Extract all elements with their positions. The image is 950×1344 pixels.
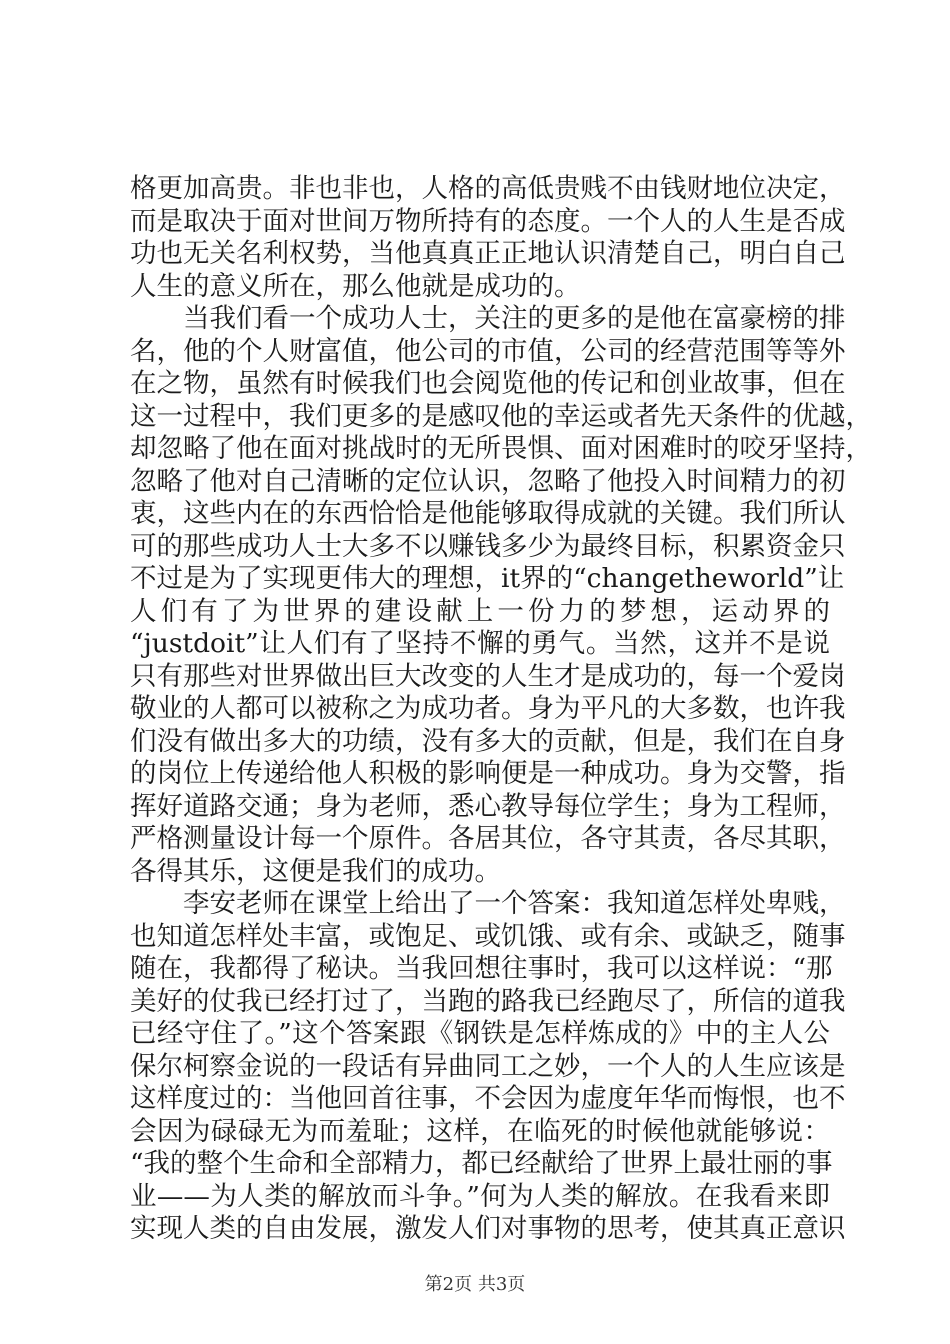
text-line: 却忽略了他在面对挑战时的无所畏惧、面对困难时的咬牙坚持， xyxy=(130,433,872,464)
text-line: 忽略了他对自己清晰的定位认识，忽略了他投入时间精力的初 xyxy=(130,465,846,497)
text-line: 格更加高贵。非也非也，人格的高低贵贱不由钱财地位决定， xyxy=(130,173,846,204)
text-line: 也知道怎样处丰富，或饱足、或饥饿、或有余、或缺乏，随事 xyxy=(130,920,846,952)
text-line: 不过是为了实现更伟大的理想，it界的“changetheworld”让 xyxy=(130,563,845,594)
text-line: 美好的仗我已经打过了，当跑的路我已经跑尽了，所信的道我 xyxy=(130,985,846,1017)
text-line: 可的那些成功人士大多不以赚钱多少为最终目标，积累资金只 xyxy=(130,530,846,562)
text-line: 随在，我都得了秘诀。当我回想往事时，我可以这样说：“那 xyxy=(130,953,833,984)
page-footer: 第2页 共3页 xyxy=(424,1274,526,1295)
text-line: 名，他的个人财富值，他公司的市值，公司的经营范围等等外 xyxy=(130,335,846,367)
text-line: 衷，这些内在的东西恰恰是他能够取得成就的关键。我们所认 xyxy=(130,498,846,529)
text-line: 保尔柯察金说的一段话有异曲同工之妙，一个人的人生应该是 xyxy=(130,1050,846,1082)
text-line: 人生的意义所在，那么他就是成功的。 xyxy=(130,270,581,302)
text-line: 严格测量设计每一个原件。各居其位，各守其责，各尽其职， xyxy=(130,823,846,854)
text-line: 这样度过的：当他回首往事，不会因为虚度年华而悔恨，也不 xyxy=(130,1083,846,1114)
text-line: 当我们看一个成功人士，关注的更多的是他在富豪榜的排 xyxy=(130,303,846,334)
text-line: 人们有了为世界的建设献上一份力的梦想，运动界的 xyxy=(130,595,830,627)
text-line: 业——为人类的解放而斗争。”何为人类的解放。在我看来即 xyxy=(130,1180,830,1212)
text-line: 的岗位上传递给他人积极的影响便是一种成功。身为交警，指 xyxy=(130,758,846,789)
text-line: 们没有做出多大的功绩，没有多大的贡献，但是，我们在自身 xyxy=(130,725,846,757)
text-line: 各得其乐，这便是我们的成功。 xyxy=(130,855,501,887)
text-line: 挥好道路交通；身为老师，悉心教导每位学生；身为工程师， xyxy=(130,790,846,822)
text-line: 会因为碌碌无为而羞耻；这样，在临死的时候他就能够说： xyxy=(130,1115,830,1147)
text-line: 功也无关名利权势，当他真真正正地认识清楚自己，明白自己 xyxy=(130,238,846,269)
text-line: 已经守住了。”这个答案跟《钢铁是怎样炼成的》中的主人公 xyxy=(130,1018,830,1049)
text-line: “我的整个生命和全部精力，都已经献给了世界上最壮丽的事 xyxy=(130,1148,833,1179)
text-line: 李安老师在课堂上给出了一个答案：我知道怎样处卑贱， xyxy=(130,888,846,919)
text-line: 在之物，虽然有时候我们也会阅览他的传记和创业故事，但在 xyxy=(130,368,846,399)
text-line: 实现人类的自由发展，激发人们对事物的思考，使其真正意识 xyxy=(130,1213,846,1244)
text-line: 这一过程中，我们更多的是感叹他的幸运或者先天条件的优越， xyxy=(130,400,872,432)
text-line: 敬业的人都可以被称之为成功者。身为平凡的大多数，也许我 xyxy=(130,693,846,724)
text-line: 只有那些对世界做出巨大改变的人生才是成功的，每一个爱岗 xyxy=(130,660,846,692)
body-text xyxy=(130,173,872,1246)
text-line: 而是取决于面对世间万物所持有的态度。一个人的人生是否成 xyxy=(130,205,846,237)
text-line: “justdoit”让人们有了坚持不懈的勇气。当然，这并不是说 xyxy=(130,628,830,659)
